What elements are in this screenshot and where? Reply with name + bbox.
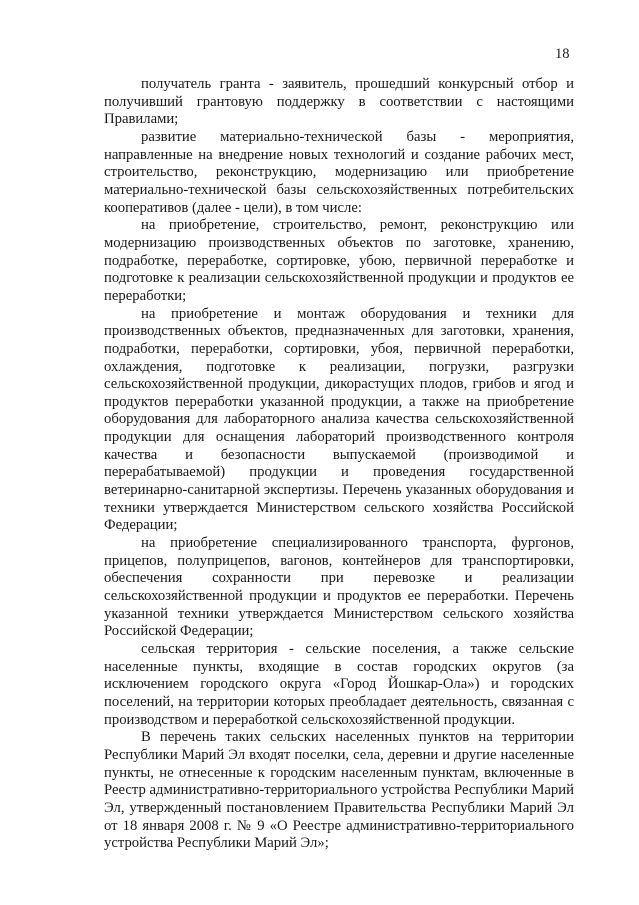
paragraph-material-base-development: развитие материально-технической базы - мероприятия, направленные на внедрение новых технологий и создание рабочих мест, строительство, реконструкцию, модернизацию или приобретение материально-технической базы сельскохозяйственных потребительских кооперативов (далее - цели), в том числе: <box>104 128 574 216</box>
paragraph-production-facilities: на приобретение, строительство, ремонт, реконструкцию или модернизацию производственных объектов по заготовке, хранению, подработке, переработке, сортировке, убою, первичной переработке и подготовке к реализации сельскохозяйственной продукции и продуктов ее переработки; <box>104 217 574 304</box>
paragraph-specialized-transport: на приобретение специализированного транспорта, фургонов, прицепов, полуприцепов, вагонов, контейнеров для транспортировки, обеспечения сохранности при перевозке и реализации сельскохозяйственной продукции и продуктов ее переработки. Перечень указанной техники утверждается Министерством сельского хозяйства Российской Федерации; <box>104 535 574 640</box>
paragraph-rural-settlements-list: В перечень таких сельских населенных пунктов на территории Республики Марий Эл входят поселки, села, деревни и другие населенные пункты, не отнесенные к городским населенным пунктам, включенные в Реестр административно-территориального устройства Республики Марий Эл, утвержденный постановлением Правительства Республики Марий Эл от 18 января 2008 г. № 9 «О Реестре административно-территориального устройства Республики Марий Эл»; <box>104 729 574 852</box>
document-body <box>104 76 574 853</box>
paragraph-equipment-acquisition: на приобретение и монтаж оборудования и техники для производственных объектов, предназначенных для заготовки, хранения, подработки, переработки, сортировки, убоя, первичной переработки, охлаждения, подготовке к реализации, погрузки, разгрузки сельскохозяйственной продукции, дикорастущих плодов, грибов и ягод и продуктов переработки указанной продукции, а также на приобретение оборудования для лабораторного анализа качества сельскохозяйственной продукции для оснащения лабораторий производственного контроля качества и безопасности выпускаемой (производимой и перерабатываемой) продукции и проведения государственной ветеринарно-санитарной экспертизы. Перечень указанных оборудования и техники утверждается Министерством сельского хозяйства Российской Федерации; <box>104 305 574 534</box>
paragraph-grant-recipient: получатель гранта - заявитель, прошедший конкурсный отбор и получивший грантовую поддержку в соответствии с настоящими Правилами; <box>104 76 574 128</box>
paragraph-rural-territory: сельская территория - сельские поселения, а также сельские населенные пункты, входящие в состав городских округов (за исключением городского округа «Город Йошкар-Ола») и городских поселений, на территории которых преобладает деятельность, связанная с производством и переработкой сельскохозяйственной продукции. <box>104 641 574 728</box>
page-number: 18 <box>555 46 570 62</box>
